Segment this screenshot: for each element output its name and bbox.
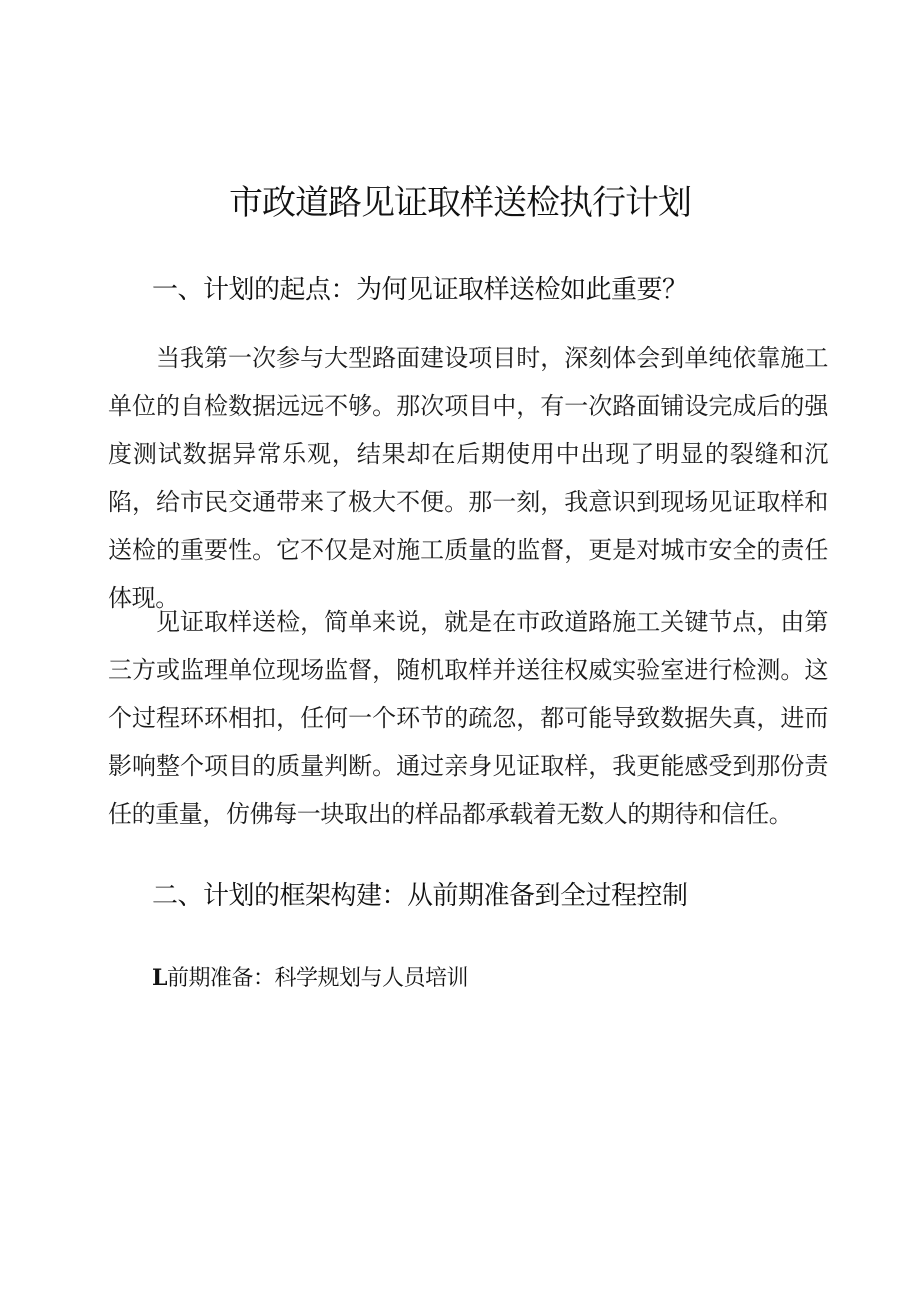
document-title: 市政道路见证取样送检执行计划 — [229, 183, 691, 223]
section-heading-1: 一、计划的起点：为何见证取样送检如此重要？ — [152, 275, 688, 305]
paragraph-1: 当我第一次参与大型路面建设项目时，深刻体会到单纯依靠施工单位的自检数据远远不够。那次项目中，有一次路面铺设完成后的强度测试数据异常乐观，结果却在后期使用中出现了明显的裂缝和沉陷，给市民交通带来了极大不便。那一刻，我意识到现场见证取样和送检的重要性。它不仅是对施工质量的监督，更是对城市安全的责任体现。 — [108, 344, 828, 612]
sub-heading-text: 前期准备：科学规划与人员培训 — [166, 966, 468, 991]
paragraph-2: 见证取样送检，简单来说，就是在市政道路施工关键节点，由第三方或监理单位现场监督，随机取样并送往权威实验室进行检测。这个过程环环相扣，任何一个环节的疏忽，都可能导致数据失真，进而影响整个项目的质量判断。通过亲身见证取样，我更能感受到那份责任的重量，仿佛每一块取出的样品都承载着无数人的期待和信任。 — [108, 608, 828, 828]
section-heading-2: 二、计划的框架构建：从前期准备到全过程控制 — [152, 881, 688, 911]
sub-heading-number: L — [152, 965, 167, 991]
sub-heading-1 — [152, 958, 468, 999]
